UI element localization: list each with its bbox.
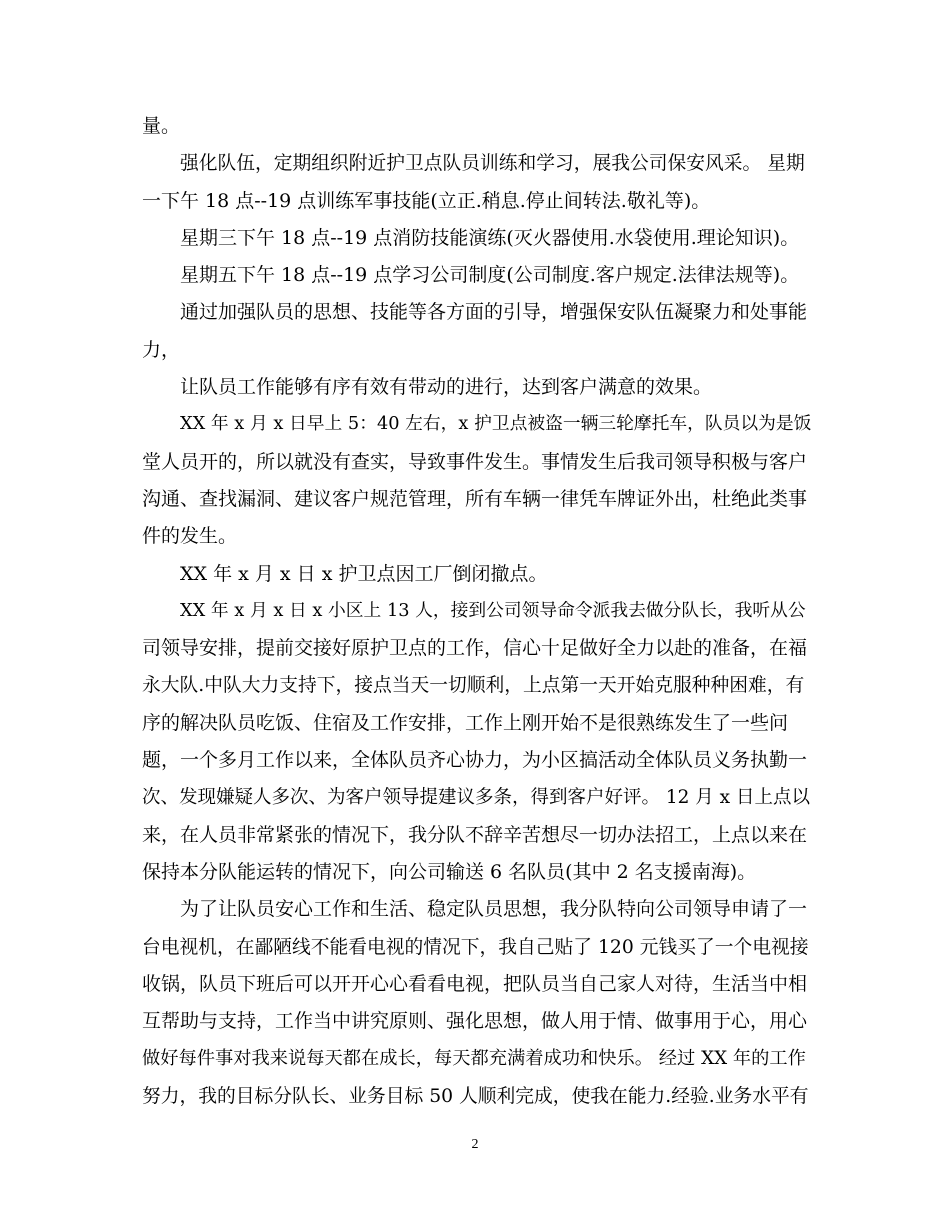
text-line: 做好每件事对我来说每天都在成长，每天都充满着成功和快乐。 经过 XX 年的工作 — [142, 1048, 806, 1070]
text-line: 量。 — [142, 115, 181, 137]
text-line: 星期三下午 18 点--19 点消防技能演练(灭火器使用.水袋使用.理论知识)。 — [180, 226, 800, 249]
text-line: 司领导安排，提前交接好原护卫点的工作，信心十足做好全力以赴的准备，在福 — [142, 637, 808, 660]
body-text — [142, 108, 810, 1115]
text-line: 保持本分队能运转的情况下，向公司输送 6 名队员(其中 2 名支援南海)。 — [142, 860, 757, 883]
text-line: 永大队.中队大力支持下，接点当天一切顺利，上点第一天开始克服种种困难，有 — [142, 675, 805, 697]
text-line: 台电视机，在鄙陋线不能看电视的情况下，我自己贴了 120 元钱买了一个电视接 — [142, 936, 809, 958]
text-line: XX 年 x 月 x 日早上 5：40 左右，x 护卫点被盗一辆三轮摩托车，队员以为是饭 — [180, 414, 812, 435]
page-number: 2 — [471, 1137, 479, 1152]
text-line: 星期五下午 18 点--19 点学习公司制度(公司制度.客户规定.法律法规等)。 — [180, 264, 800, 287]
text-line: 来，在人员非常紧张的情况下，我分队不辞辛苦想尽一切办法招工，上点以来在 — [142, 823, 808, 846]
text-line: 互帮助与支持，工作当中讲究原则、强化思想，做人用于情、做事用于心，用心 — [142, 1010, 808, 1033]
text-line: 一下午 18 点--19 点训练军事技能(立正.稍息.停止间转法.敬礼等)。 — [142, 189, 711, 212]
text-line: 收锅，队员下班后可以开开心心看看电视，把队员当自己家人对待，生活当中相 — [142, 972, 808, 995]
text-line: 堂人员开的，所以就没有查实，导致事件发生。事情发生后我司领导积极与客户 — [142, 450, 808, 473]
text-line: 为了让队员安心工作和生活、稳定队员思想，我分队特向公司领导申请了一 — [180, 898, 808, 921]
text-line: XX 年 x 月 x 日 x 小区上 13 人，接到公司领导命令派我去做分队长，我听从公 — [180, 600, 806, 621]
text-line: 努力，我的目标分队长、业务目标 50 人顺利完成，使我在能力.经验.业务水平有 — [142, 1085, 809, 1107]
text-line: 题，一个多月工作以来，全体队员齐心协力，为小区搞活动全体队员义务执勤一 — [142, 749, 808, 772]
text-line: 次、发现嫌疑人多次、为客户领导提建议多条，得到客户好评。 12 月 x 日上点以 — [142, 787, 810, 809]
text-line: 序的解决队员吃饭、住宿及工作安排，工作上刚开始不是很熟练发生了一些问 — [142, 711, 789, 734]
text-line: 强化队伍，定期组织附近护卫点队员训练和学习，展我公司保安风采。 星期 — [180, 153, 805, 175]
text-line: XX 年 x 月 x 日 x 护卫点因工厂倒闭撤点。 — [180, 562, 548, 585]
text-line: 件的发生。 — [142, 525, 238, 548]
text-line: 让队员工作能够有序有效有带动的进行，达到客户满意的效果。 — [180, 376, 713, 399]
text-line: 通过加强队员的思想、技能等各方面的引导，增强保安队伍凝聚力和处事能 — [180, 301, 808, 324]
text-line: 力， — [142, 338, 181, 361]
text-line: 沟通、查找漏洞、建议客户规范管理，所有车辆一律凭车牌证外出，杜绝此类事 — [142, 487, 808, 510]
